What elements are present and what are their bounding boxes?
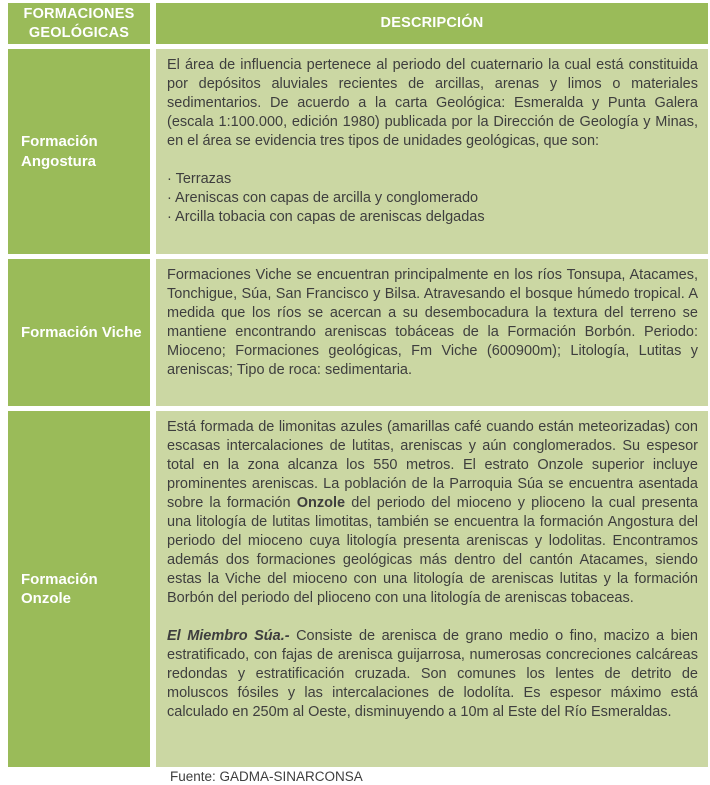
formation-angostura-label: Formación Angostura [21,133,98,170]
header-formaciones-geologicas [8,3,150,44]
table-source-caption: Fuente: GADMA-SINARCONSA [170,769,363,784]
description-cell-viche: Formaciones Viche se encuentran principalmente en los ríos Tonsupa, Atacames, Tonchigue, Súa, San Francisco y Bilsa. Atravesando el bosque húmedo tropical. A medida que los ríos se acercan a su desembocadura la textura del terreno se mantiene encontrando areniscas tobáceas de la Formación Borbón. Periodo: Mioceno; Formaciones geológicas, Fm Viche (600900m); Litología, Lutitas y areniscas; Tipo de roca: sedimentaria. [156,259,708,406]
description-cell-onzole: Está formada de limonitas azules (amarillas café cuando están meteorizadas) con escasas intercalaciones de lutitas, areniscas y aún conglomerados. Su espesor total en la zona alcanza los 550 metros. El estrato Onzole superior incluye prominentes areniscas. La población de la Parroquia Súa se encuentra asentada sobre la formación Onzole del periodo del mioceno y plioceno la cual presenta una litología de lutitas limotitas, también se encuentra la formación Angostura del periodo del mioceno cuya litología presenta areniscas y lodolitas. Encontramos además dos formaciones geológicas más dentro del cantón Atacames, siendo estas la Viche del mioceno con una litología de areniscas lutitas y la formación Borbón del periodo del plioceno con una litología de areniscas tobaceas. El Miembro Súa.- Consiste de arenisca de grano medio o fino, macizo a bien estratificado, con fajas de arenisca guijarrosa, numerosas concreciones calcáreas redondas y estratificación cruzada. Son comunes los lentes de detrito de moluscos fósiles y las intercalaciones de lodolíta. Es espesor máximo está calculado en 250m al Oeste, disminuyendo a 10m al Este del Río Esmeraldas. [156,411,708,767]
header-formaciones-geologicas-label: FORMACIONES GEOLÓGICAS [23,5,135,41]
formation-cell-onzole [8,411,150,767]
header-descripcion-label: DESCRIPCIÓN [380,15,484,32]
formation-viche-label: Formación Viche [21,323,142,341]
description-cell-angostura: El área de influencia pertenece al periodo del cuaternario la cual está constituida por depósitos aluviales recientes de arcillas, arenas y limos o materiales sedimentarios. De acuerdo a la carta Geológica: Esmeralda y Punta Galera (escala 1:100.000, edición 1980) publicada por la Dirección de Geología y Minas, en el área se evidencia tres tipos de unidades geológicas, que son: · Terrazas · Areniscas con capas de arcilla y conglomerado · Arcilla tobacia con capas de areniscas delgadas [156,49,708,254]
formation-cell-viche [8,259,150,406]
header-descripcion [156,3,708,44]
formation-cell-angostura [8,49,150,254]
formation-onzole-label: Formación Onzole [21,570,98,607]
